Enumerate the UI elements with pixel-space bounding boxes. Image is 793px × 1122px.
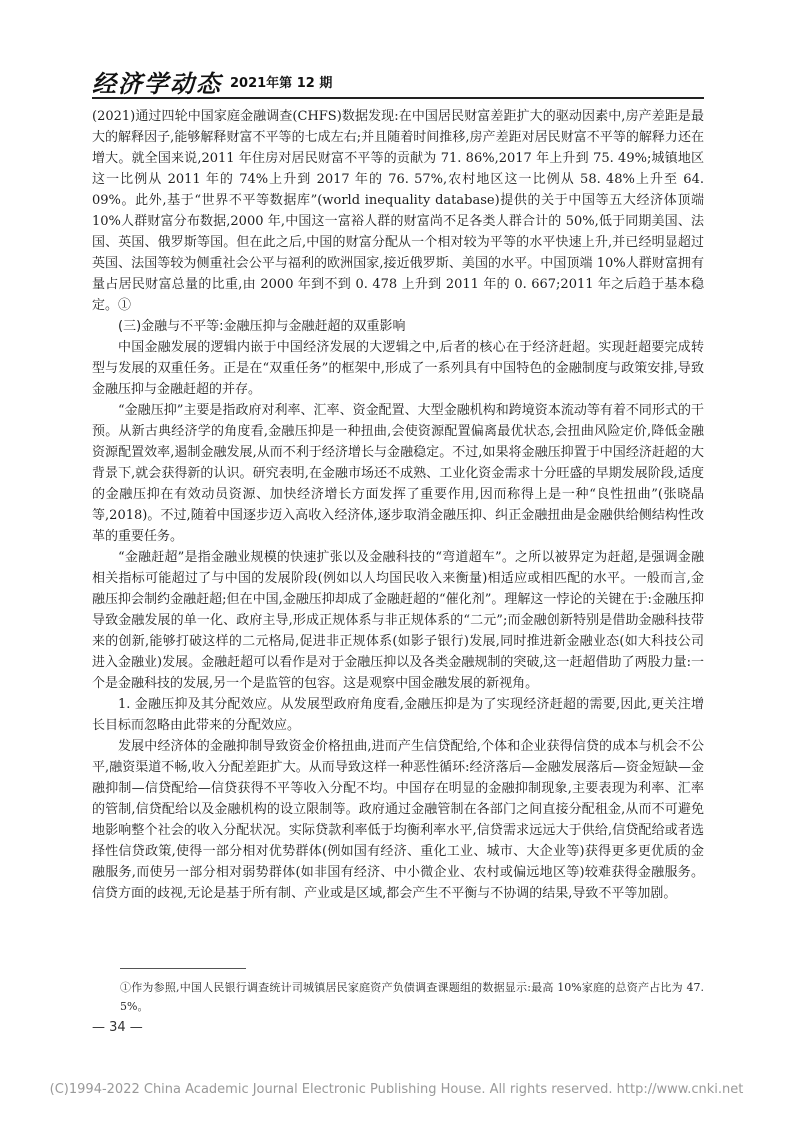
paragraph: 发展中经济体的金融抑制导致资金价格扭曲,进而产生信贷配给,个体和企业获得信贷的成本与机会不公平,融资渠道不畅,收入分配差距扩大。从而导致这样一种恶性循环:经济落后—金融发展落后—资金短缺—金融抑制—信贷配给—信贷获得不平等收入分配不均。中国存在明显的金融抑制现象,主要表现为利率、汇率的管制,信贷配给以及金融机构的设立限制等。政府通过金融管制在各部门之间直接分配租金,从而不可避免地影响整个社会的收入分配状况。实际贷款利率低于均衡利率水平,信贷需求远远大于供给,信贷配给或者选择性信贷政策,使得一部分相对优势群体(例如国有经济、重化工业、城市、大企业等)获得更多更优质的金融服务,而使另一部分相对弱势群体(如非国有经济、中小微企业、农村或偏远地区等)较难获得金融服务。信贷方面的歧视,无论是基于所有制、产业或是区域,都会产生不平衡与不协调的结果,导致不平等加剧。 xyxy=(92,739,704,901)
paragraph-continuation: (2021)通过四轮中国家庭金融调查(CHFS)数据发现:在中国居民财富差距扩大的驱动因素中,房产差距是最大的解释因子,能够解释财富不平等的七成左右;并且随着时间推移,房产差距对居民财富不平等的解释力还在增大。就全国来说,2011 年住房对居民财富不平等的贡献为 71. 86%,2017 年上升到 75. 49%;城镇地区这一比例从 2011 年的 74%上升到 2017 年的 76. 57%,农村地区这一比例从 58. 48%上升至 64. 09%。此外,基于“世界不平等数据库”(world inequality database)提供的关于中国等五大经济体顶端 10%人群财富分布数据,2000 年,中国这一富裕人群的财富尚不足各类人群合计的 50%,低于同期美国、法国、英国、俄罗斯等国。但在此之后,中国的财富分配从一个相对较为平等的水平快速上升,并已经明显超过英国、法国等较为侧重社会公平与福利的欧洲国家,接近俄罗斯、美国的水平。中国顶端 10%人群财富拥有量占居民财富总量的比重,由 2000 年到不到 0. 478 上升到 2011 年的 0. 667;2011 年之后趋于基本稳定。① xyxy=(92,109,704,313)
page-number: — 34 — xyxy=(92,1020,143,1035)
paragraph: “金融压抑”主要是指政府对利率、汇率、资金配置、大型金融机构和跨境资本流动等有着不同形式的干预。从新古典经济学的角度看,金融压抑是一种扭曲,会使资源配置偏离最优状态,会扭曲风险定价,降低金融资源配置效率,遏制金融发展,从而不利于经济增长与金融稳定。不过,如果将金融压抑置于中国经济赶超的大背景下,就会获得新的认识。研究表明,在金融市场还不成熟、工业化资金需求十分旺盛的早期发展阶段,适度的金融压抑在有效动员资源、加快经济增长方面发挥了重要作用,因而称得上是一种“良性扭曲”(张晓晶等,2018)。不过,随着中国逐步迈入高收入经济体,逐步取消金融压抑、纠正金融扭曲是金融供给侧结构性改革的重要任务。 xyxy=(92,403,704,544)
journal-logo: 经济学动态 xyxy=(92,69,222,98)
footnote: ①作为参照,中国人民银行调查统计司城镇居民家庭资产负债调查课题组的数据显示:最高 10%家庭的总资产占比为 47. 5%。 xyxy=(120,981,704,1013)
footnote-divider xyxy=(120,968,246,969)
copyright-notice: (C)1994-2022 China Academic Journal Electronic Publishing House. All rights reserved. http://www.cnki.net xyxy=(49,1082,744,1097)
paragraph: 中国金融发展的逻辑内嵌于中国经济发展的大逻辑之中,后者的核心在于经济赶超。实现赶超要完成转型与发展的双重任务。正是在“双重任务”的框架中,形成了一系列具有中国特色的金融制度与政策安排,导致金融压抑与金融赶超的并存。 xyxy=(92,340,704,397)
subsection-paragraph: 1. 金融压抑及其分配效应。从发展型政府角度看,金融压抑是为了实现经济赶超的需要,因此,更关注增长目标而忽略由此带来的分配效应。 xyxy=(92,697,704,733)
header-divider xyxy=(92,97,704,99)
section-heading: (三)金融与不平等:金融压抑与金融赶超的双重影响 xyxy=(118,319,406,334)
article-body xyxy=(92,106,704,904)
paragraph: “金融赶超”是指金融业规模的快速扩张以及金融科技的“弯道超车”。之所以被界定为赶超,是强调金融相关指标可能超过了与中国的发展阶段(例如以人均国民收入来衡量)相适应或相匹配的水平。一般而言,金融压抑会制约金融赶超;但在中国,金融压抑却成了金融赶超的“催化剂”。理解这一悖论的关键在于:金融压抑导致金融发展的单一化、政府主导,形成正规体系与非正规体系的“二元”;而金融创新特别是借助金融科技带来的创新,能够打破这样的二元格局,促进非正规体系(如影子银行)发展,同时推进新金融业态(如大科技公司进入金融业)发展。金融赶超可以看作是对于金融压抑以及各类金融规制的突破,这一赶超借助了两股力量:一个是金融科技的发展,另一个是监管的包容。这是观察中国金融发展的新视角。 xyxy=(92,550,704,691)
issue-label: 2021年第 12 期 xyxy=(230,76,333,91)
page-header xyxy=(92,64,704,98)
